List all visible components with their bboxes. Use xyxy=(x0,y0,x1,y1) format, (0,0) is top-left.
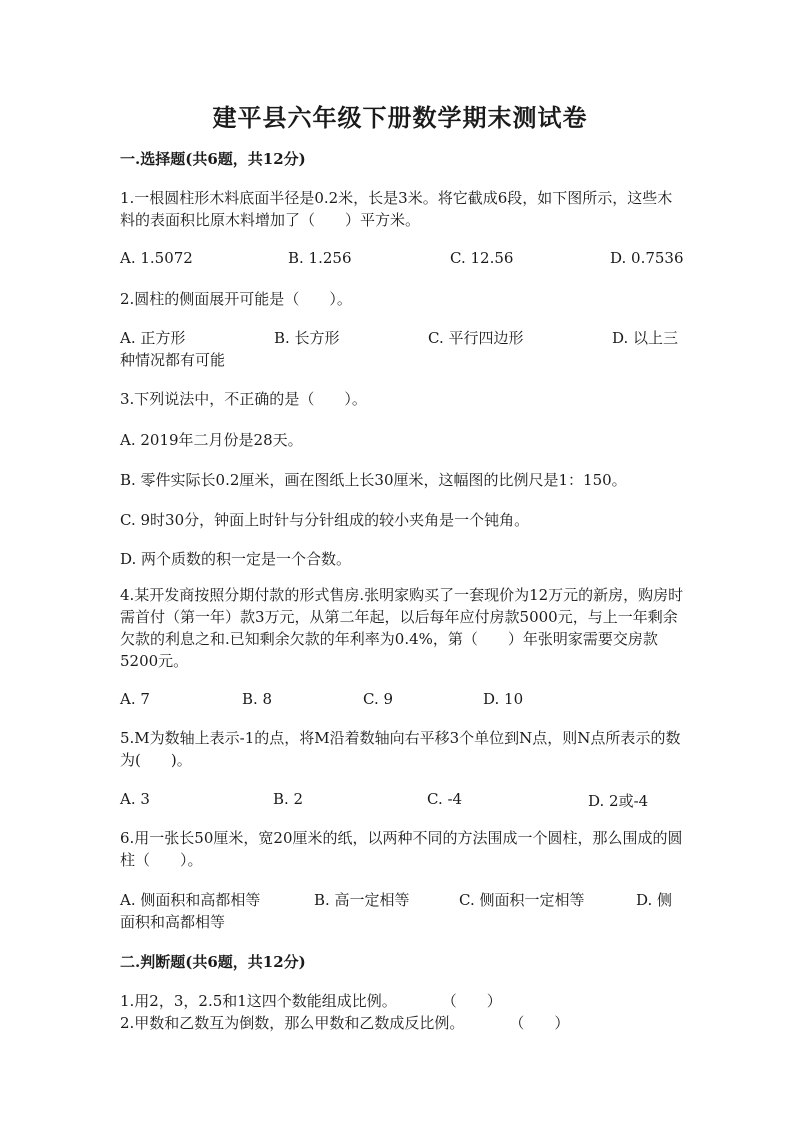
option-c: C. -4 xyxy=(427,790,463,808)
question-stem: 5.M为数轴上表示-1的点，将M沿着数轴向右平移3个单位到N点，则N点所表示的数为( )。 xyxy=(120,729,681,769)
option-c: C. 9 xyxy=(363,690,394,708)
option-a: A. 3 xyxy=(120,790,150,808)
option-row xyxy=(120,327,685,371)
option-c: C. 12.56 xyxy=(450,249,514,267)
option-b: B. 1.256 xyxy=(288,249,352,267)
option-row xyxy=(120,690,685,712)
question-stem: 6.用一张长50厘米，宽20厘米的纸，以两种不同的方法围成一个圆柱，那么围成的圆柱（ ）。 xyxy=(120,829,683,869)
option-a: A. 2019年二月份是28天。 xyxy=(120,431,303,449)
option-row xyxy=(120,249,685,271)
option-b: B. 2 xyxy=(273,790,304,808)
section-heading-judgment: 二.判断题(共6题，共12分) xyxy=(120,953,306,971)
option-d: D. 2或-4 xyxy=(588,792,649,810)
option-b: B. 长方形 xyxy=(274,329,340,347)
option-b: B. 高一定相等 xyxy=(314,891,410,909)
option-row xyxy=(120,889,685,933)
question-stem: 4.某开发商按照分期付款的形式售房.张明家购买了一套现价为12万元的新房，购房时需首付（第一年）款3万元，从第二年起，以后每年应付房款5000元，与上一年剩余欠款的利息之和.已知剩余欠款的年利率为0.4%，第（ ）年张明家需要交房款5200元。 xyxy=(120,586,684,670)
option-d: D. 侧面积和高都相等 xyxy=(120,891,673,931)
question-stem: 2.圆柱的侧面展开可能是（ ）。 xyxy=(120,290,352,308)
option-row xyxy=(120,790,685,812)
option-a: A. 1.5072 xyxy=(120,249,193,267)
option-b: B. 零件实际长0.2厘米，画在图纸上长30厘米，这幅图的比例尺是1：150。 xyxy=(120,471,627,489)
option-d: D. 0.7536 xyxy=(610,249,684,267)
option-a: A. 7 xyxy=(120,690,150,708)
option-a: A. 侧面积和高都相等 xyxy=(120,891,261,909)
option-c: C. 平行四边形 xyxy=(428,329,524,347)
option-d: D. 两个质数的积一定是一个合数。 xyxy=(120,550,352,568)
question-stem: 3.下列说法中，不正确的是（ ）。 xyxy=(120,390,367,408)
option-d: D. 以上三种情况都有可能 xyxy=(120,329,679,369)
option-c: C. 9时30分，钟面上时针与分针组成的较小夹角是一个钝角。 xyxy=(120,511,530,529)
question-stem: 1.一根圆柱形木料底面半径是0.2米，长是3米。将它截成6段，如下图所示，这些木料的表面积比原木料增加了（ ）平方米。 xyxy=(120,189,673,229)
option-d: D. 10 xyxy=(483,690,524,708)
option-b: B. 8 xyxy=(242,690,273,708)
option-a: A. 正方形 xyxy=(120,329,186,347)
judgment-item: 1.用2，3，2.5和1这四个数能组成比例。 （ ） xyxy=(120,992,502,1010)
option-c: C. 侧面积一定相等 xyxy=(459,891,585,909)
page-title: 建平县六年级下册数学期末测试卷 xyxy=(212,103,588,132)
judgment-item: 2.甲数和乙数互为倒数，那么甲数和乙数成反比例。 （ ） xyxy=(120,1014,570,1032)
section-heading-choice: 一.选择题(共6题，共12分) xyxy=(120,150,306,168)
